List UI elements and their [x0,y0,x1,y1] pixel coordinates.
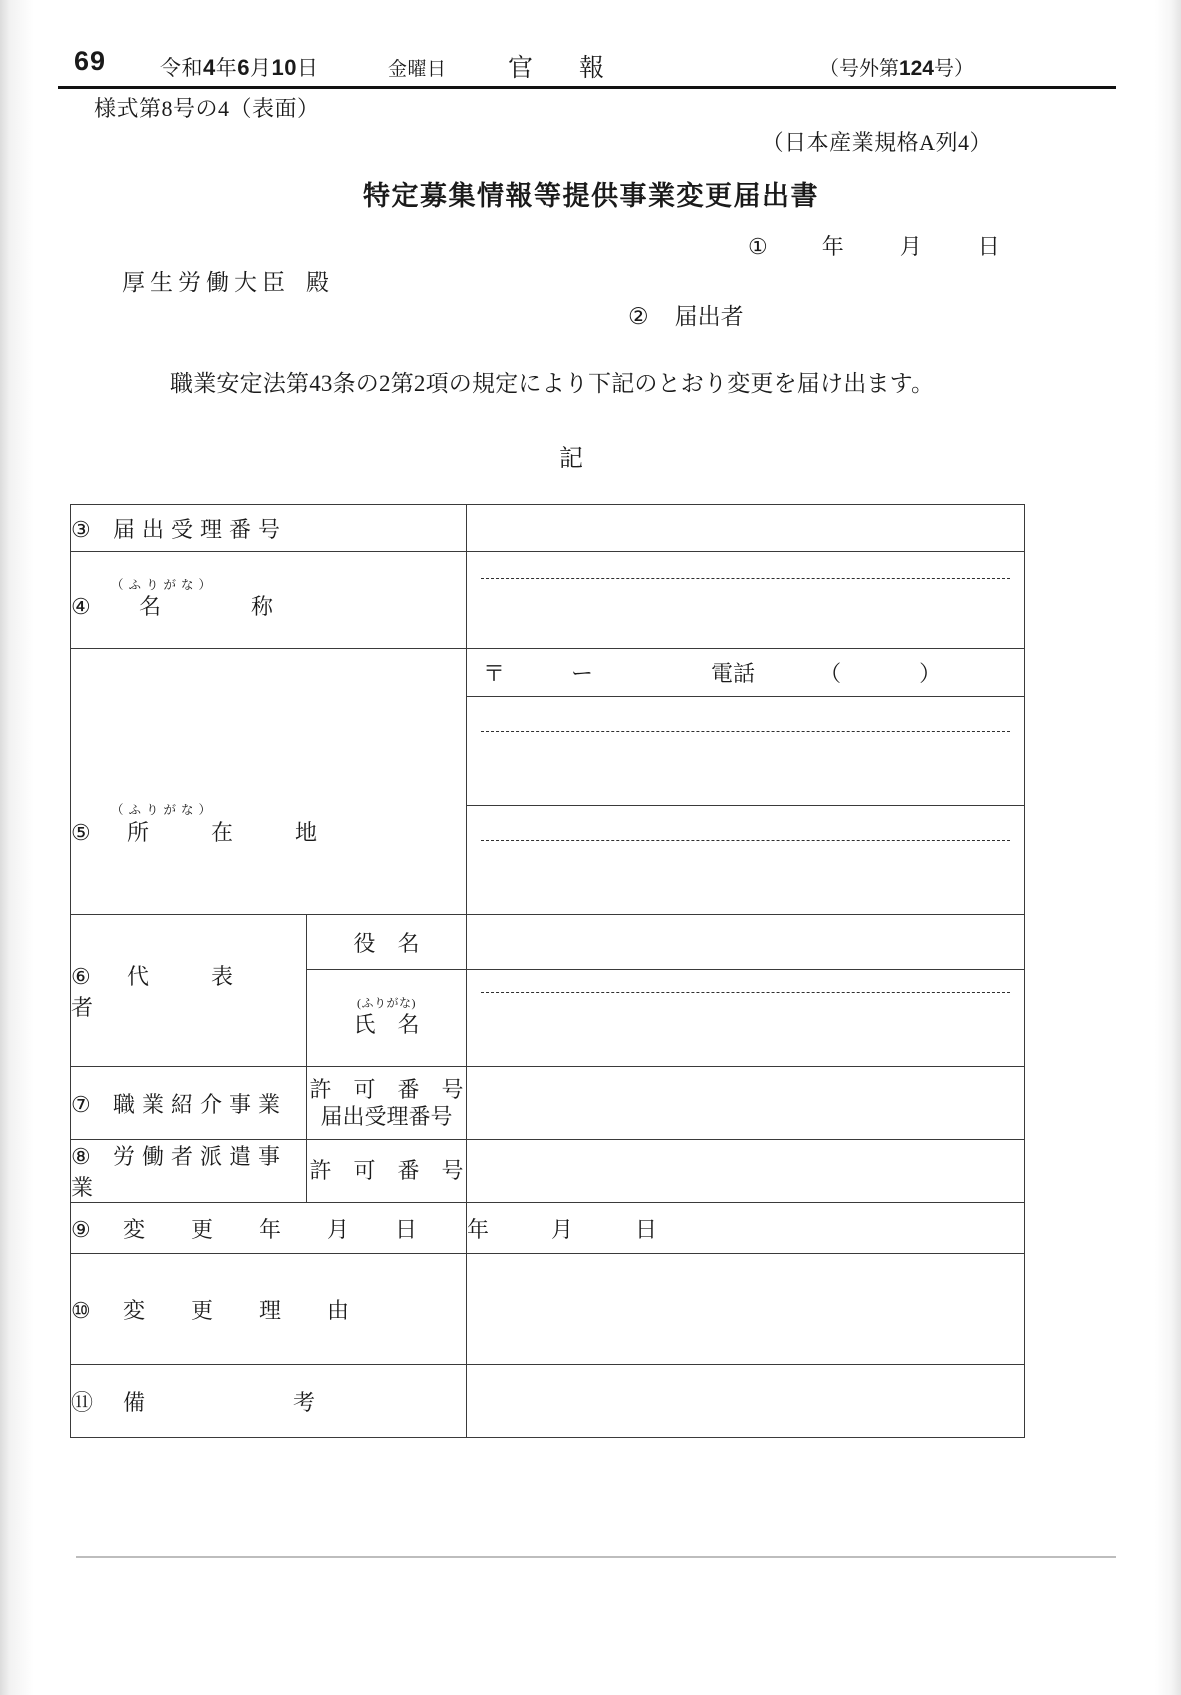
date-month-unit: 月 [250,56,272,80]
row-marker: ④ [71,594,91,620]
legal-statement: 職業安定法第43条の2第2項の規定により下記のとおり変更を届け出ます。 [170,371,935,396]
row-label-text: 所 在 地 [127,819,338,845]
date-day-number: 10 [271,55,297,80]
submitter-label: 届出者 [674,304,744,329]
row-label-remarks [71,1365,467,1438]
page-number: 69 [74,46,107,76]
date-year-number: 4 [203,55,216,80]
row-value-change-date[interactable] [467,1203,1025,1254]
date-line-day: 日 [977,234,1000,259]
addressee-name: 厚生労働大臣 [122,270,290,295]
date-year-unit: 年 [215,56,238,80]
row-value-notification-number[interactable] [467,505,1025,552]
row-marker: ⑦ [71,1091,91,1117]
row-label-name [71,552,467,649]
furigana-dotted-line [481,840,1010,841]
paper-size-note: （日本産業規格A列4） [761,130,992,155]
sub-label-position-title: 役 名 [307,915,467,970]
submission-date-line [748,230,1000,261]
form-number: 様式第8号の4（表面） [94,96,320,121]
row-marker: ⑥ [71,963,91,989]
table-row [71,915,1025,970]
header-rule [58,86,1116,89]
table-row [71,505,1025,552]
telephone-label: 電話 [711,661,756,686]
addressee [122,264,329,297]
postal-dash: ー [571,661,594,686]
telephone-paren-close: ） [919,661,942,686]
row-label-text: 備 考 [123,1389,328,1415]
row-label-representative [71,915,307,1067]
furigana-label: （ふりがな） [111,803,217,818]
gazette-weekday: 金曜日 [388,59,447,80]
sub-label-license-number: 許 可 番 号 [309,1076,464,1102]
change-date-day: 日 [635,1216,658,1242]
table-row [71,1365,1025,1438]
date-line-year: 年 [821,234,844,259]
row-label-text: 職業紹介事業 [113,1091,288,1117]
row-label-notification-number [71,505,467,552]
row-marker: ③ [71,516,91,542]
row-value-worker-dispatch[interactable] [467,1140,1025,1203]
date-day-unit: 日 [296,56,319,80]
address-line-2[interactable] [467,806,1024,914]
furigana-dotted-line [481,731,1010,732]
form-table [70,504,1025,1438]
row-value-employment-placement[interactable] [467,1067,1025,1140]
row-label-text: 代 表 者 [71,963,296,1020]
row-marker: ⑤ [71,819,91,845]
table-row [71,1140,1025,1203]
change-date-month: 月 [551,1216,574,1242]
row-marker: ⑨ [71,1216,91,1242]
sub-label-representative-name [307,970,467,1067]
addressee-honorific: 殿 [306,270,329,295]
row-label-text: 届出受理番号 [113,516,288,542]
row-label-worker-dispatch [71,1140,307,1203]
submitter-marker: ② [628,304,649,329]
table-row [71,1203,1025,1254]
row-label-employment-placement [71,1067,307,1140]
table-row [71,1254,1025,1365]
row-label-text: 労働者派遣事業 [71,1144,288,1200]
postal-phone-row[interactable] [467,649,1024,697]
sub-label-license-and-acceptance-number [307,1067,467,1140]
row-value-name[interactable] [467,552,1025,649]
submitter-line [628,298,744,331]
date-line-marker: ① [748,234,768,259]
row-value-address [467,649,1025,915]
sub-label-dispatch-license-number: 許 可 番 号 [307,1140,467,1203]
sub-label-acceptance-number: 届出受理番号 [320,1104,453,1129]
row-value-representative-name[interactable] [467,970,1025,1067]
issue-suffix: 号） [934,58,974,80]
issue-number [819,52,974,81]
row-label-address [71,649,467,915]
row-label-text: 変 更 理 由 [123,1297,362,1323]
row-marker: ⑪ [71,1389,94,1415]
furigana-label: （ふりがな） [111,577,217,592]
table-row [71,1067,1025,1140]
running-head [58,46,1104,86]
date-month-number: 6 [237,55,250,80]
row-marker: ⑧ [71,1144,91,1169]
address-line-1[interactable] [467,697,1024,806]
row-label-change-reason [71,1254,467,1365]
gazette-date [160,52,318,82]
row-value-change-reason[interactable] [467,1254,1025,1365]
issue-number-value: 124 [898,57,934,80]
date-line-month: 月 [899,234,922,259]
table-row [71,649,1025,915]
row-value-position-title[interactable] [467,915,1025,970]
footer-rule [76,1556,1116,1558]
page-title: 特定募集情報等提供事業変更届出書 [363,181,819,211]
furigana-label: (ふりがな) [357,995,416,1010]
telephone-paren-open: （ [819,661,842,686]
ki-mark: 記 [559,446,583,472]
gazette-sheet [36,0,1146,1695]
row-label-text: 名 称 [139,594,308,620]
row-label-change-date [71,1203,467,1254]
table-row [71,552,1025,649]
sub-label-text: 氏 名 [353,1012,420,1038]
row-label-text: 変 更 年 月 日 [123,1216,430,1242]
publication-name: 官報 [508,55,651,82]
issue-prefix: （号外第 [818,58,899,80]
change-date-year: 年 [467,1216,490,1242]
date-era: 令和 [160,56,203,80]
postal-mark-icon: 〒 [483,661,506,686]
row-value-remarks[interactable] [467,1365,1025,1438]
row-marker: ⑩ [71,1297,91,1323]
